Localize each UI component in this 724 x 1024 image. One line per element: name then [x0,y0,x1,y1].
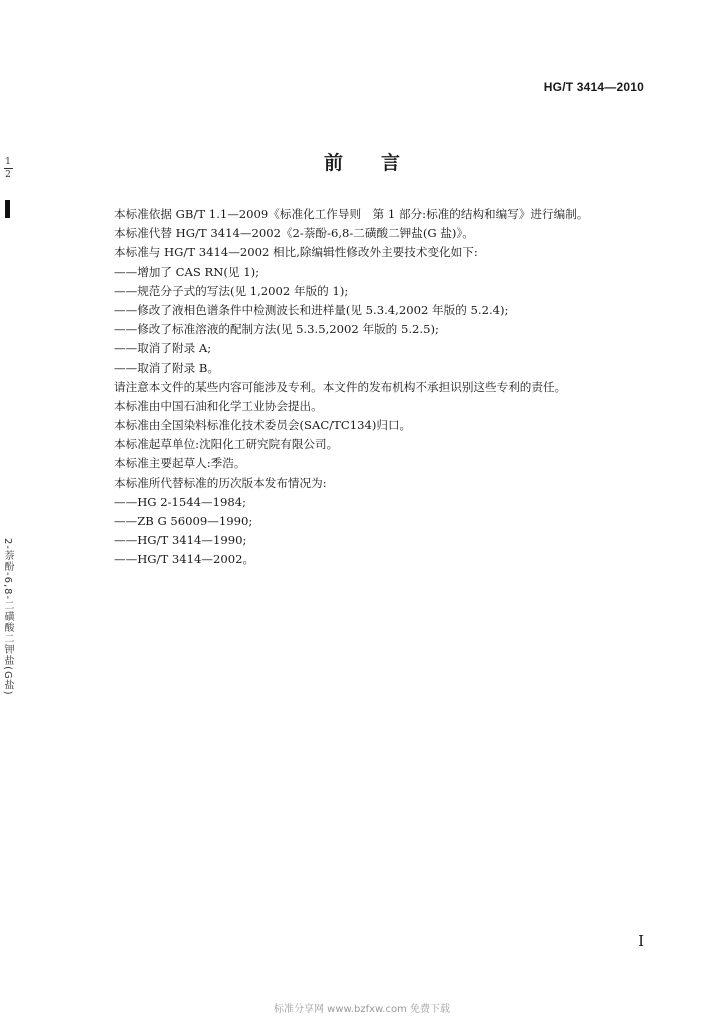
body-line: 本标准由中国石油和化学工业协会提出。 [114,398,323,413]
body-line: ——ZB G 56009—1990; [114,514,253,528]
body-line: ——修改了液相色谱条件中检测波长和进样量(见 5.3.4,2002 年版的 5.2.4); [114,302,509,317]
fraction-denominator: 2 [5,170,11,180]
body-line: ——HG/T 3414—2002。 [114,552,255,567]
body-line: ——增加了 CAS RN(见 1); [114,264,260,279]
standard-code: HG/T 3414—2010 [543,80,644,94]
body-line: 请注意本文件的某些内容可能涉及专利。本文件的发布机构不承担识别这些专利的责任。 [114,379,567,394]
margin-side-title: 2-萘酚-6,8-二磺酸二钾盐(G盐) [2,538,13,696]
body-line: 本标准与 HG/T 3414—2002 相比,除编辑性修改外主要技术变化如下: [114,245,478,260]
body-line: 本标准所代替标准的历次版本发布情况为: [114,475,327,490]
body-line: ——HG/T 3414—1990; [114,533,247,548]
body-line: ——取消了附录 B。 [114,360,219,375]
margin-black-marker [5,200,10,218]
body-line: 本标准依据 GB/T 1.1—2009《标准化工作导则 第 1 部分:标准的结构和编写》进行编制。 [114,207,589,221]
footer-watermark: 标准分享网 www.bzfxw.com 免费下载 [274,1004,450,1015]
body-line: ——HG 2-1544—1984; [114,494,247,509]
page-title: 前言 [323,152,438,174]
body-line: 本标准代替 HG/T 3414—2002《2-萘酚-6,8-二磺酸二钾盐(G 盐)》。 [114,226,474,241]
body-line: ——取消了附录 A; [114,341,212,356]
foreword-body [114,205,654,570]
fraction-numerator: 1 [5,157,11,167]
body-line: ——修改了标准溶液的配制方法(见 5.3.5,2002 年版的 5.2.5); [114,322,439,337]
body-line: ——规范分子式的写法(见 1,2002 年版的 1); [114,283,349,298]
page-number: I [638,932,644,950]
body-line: 本标准主要起草人:季浩。 [114,456,246,471]
body-line: 本标准起草单位:沈阳化工研究院有限公司。 [114,437,339,452]
body-line: 本标准由全国染料标准化技术委员会(SAC/TC134)归口。 [114,418,412,433]
